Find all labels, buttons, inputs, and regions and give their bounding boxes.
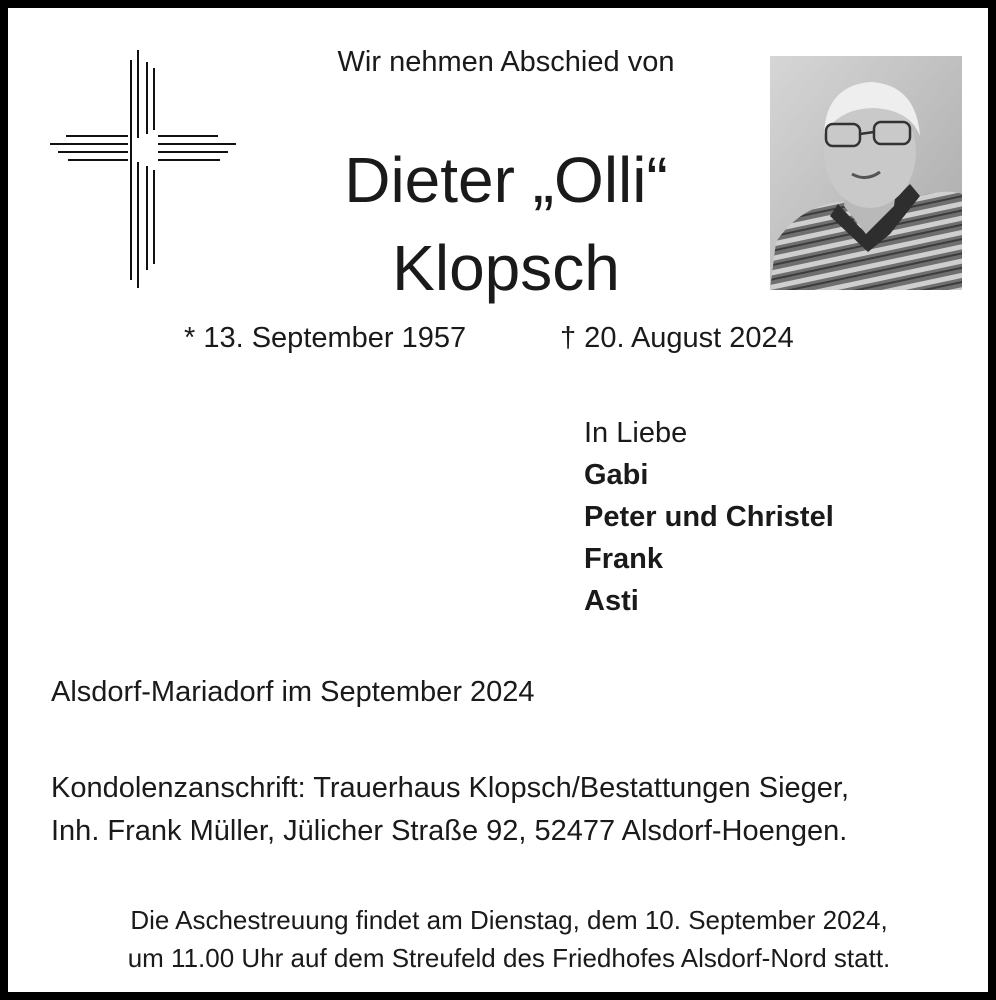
condolence-line1: Kondolenzanschrift: Trauerhaus Klopsch/Bestattungen Sieger,: [51, 772, 850, 804]
ceremony-notice: [48, 901, 970, 977]
ceremony-line2: um 11.00 Uhr auf dem Streufeld des Friedhofes Alsdorf-Nord statt.: [127, 943, 891, 973]
deceased-name: [268, 136, 744, 312]
ceremony-line1: Die Aschestreuung findet am Dienstag, dem 10. September 2024,: [130, 905, 888, 935]
birth-date: * 13. September 1957: [184, 322, 467, 354]
deceased-name-line2: Klopsch: [392, 232, 620, 304]
death-date: † 20. August 2024: [560, 322, 794, 354]
mourner-name: Gabi: [584, 459, 649, 491]
mourners-block: [584, 412, 834, 622]
cross-icon: [48, 48, 238, 288]
deceased-name-line1: Dieter „Olli“: [344, 144, 668, 216]
condolence-address: [51, 767, 849, 853]
condolence-line2: Inh. Frank Müller, Jülicher Straße 92, 52477 Alsdorf-Hoengen.: [51, 815, 848, 847]
mourner-name: Frank: [584, 543, 663, 575]
portrait-image: [770, 56, 962, 290]
mourners-lead: In Liebe: [584, 417, 688, 449]
portrait-photo: [770, 56, 962, 290]
mourner-name: Peter und Christel: [584, 501, 834, 533]
intro-text: Wir nehmen Abschied von: [337, 46, 675, 78]
place-date: Alsdorf-Mariadorf im September 2024: [51, 676, 535, 708]
mourner-name: Asti: [584, 585, 639, 617]
